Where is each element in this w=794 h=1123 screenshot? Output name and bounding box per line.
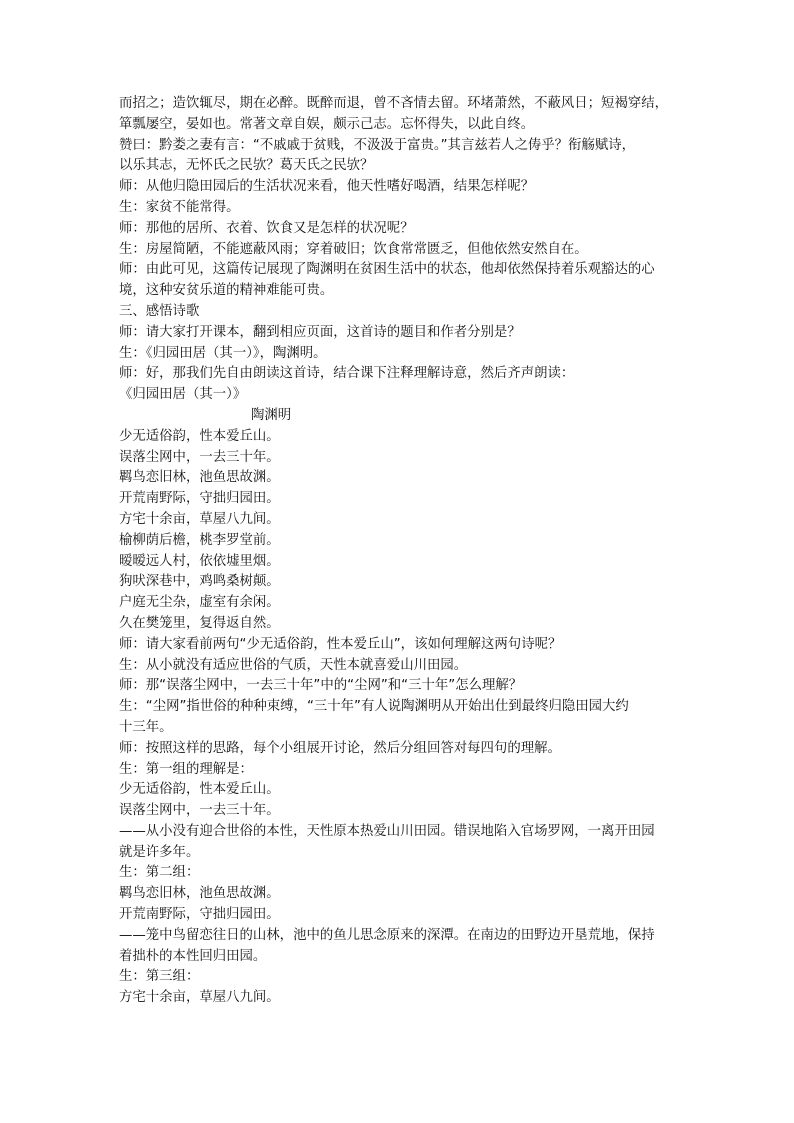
text-line: 以乐其志，无怀氏之民欤？葛天氏之民欤？ <box>119 158 374 174</box>
text-line: 着拙朴的本性回归田园。 <box>119 948 267 964</box>
text-line: 方宅十余亩，草屋八九间。 <box>119 990 280 1006</box>
text-line: 赞曰：黔娄之妻有言：“不戚戚于贫贱，不汲汲于富贵。”其言兹若人之俦乎？衔觞赋诗， <box>119 137 636 153</box>
text-line: 箪瓢屡空，晏如也。常著文章自娱，颇示己志。忘怀得失，以此自终。 <box>119 116 535 132</box>
text-line: 羁鸟恋旧林，池鱼思故渊。 <box>119 470 280 486</box>
text-line: 师：按照这样的思路，每个小组展开讨论，然后分组回答对每四句的理解。 <box>119 740 561 756</box>
text-line: 久在樊笼里，复得返自然。 <box>119 615 280 631</box>
poem-author: 陶渊明 <box>251 407 292 423</box>
text-line: 生：《归园田居（其一）》，陶渊明。 <box>119 345 327 361</box>
text-line: 误落尘网中，一去三十年。 <box>119 803 280 819</box>
text-line: 师：请大家打开课本，翻到相应页面，这首诗的题目和作者分别是？ <box>119 324 521 340</box>
text-line: 暧暧远人村，依依墟里烟。 <box>119 553 280 569</box>
text-line: 生：第二组： <box>119 865 200 881</box>
text-line: 少无适俗韵，性本爱丘山。 <box>119 782 280 798</box>
document-body <box>119 94 679 1009</box>
text-line: 而招之；造饮辄尽，期在必醉。既醉而退，曾不吝情去留。环堵萧然，不蔽风日；短褐穿结， <box>119 96 669 111</box>
text-line: 狗吠深巷中，鸡鸣桑树颠。 <box>119 574 280 590</box>
text-line: ——笼中鸟留恋往日的山林，池中的鱼儿思念原来的深潭。在南边的田野边开垦荒地，保持 <box>119 927 655 943</box>
text-line: ——从小没有迎合世俗的本性，天性原本热爱山川田园。错误地陷入官场罗网，一离开田园 <box>119 823 655 839</box>
text-line: 境，这种安贫乐道的精神难能可贵。 <box>119 283 334 299</box>
text-line: 师：好，那我们先自由朗读这首诗，结合课下注释理解诗意，然后齐声朗读： <box>119 366 575 382</box>
text-line: 生：第三组： <box>119 969 200 985</box>
text-line: 师：那他的居所、衣着、饮食又是怎样的状况呢？ <box>119 220 414 236</box>
text-line: 开荒南野际，守拙归园田。 <box>119 491 280 507</box>
text-line: 榆柳荫后檐，桃李罗堂前。 <box>119 532 280 548</box>
text-line: 生：房屋简陋，不能遮蔽风雨；穿着破旧；饮食常常匮乏，但他依然安然自在。 <box>119 241 588 257</box>
text-line: 羁鸟恋旧林，池鱼思故渊。 <box>119 886 280 902</box>
text-line: 师：请大家看前两句“少无适俗韵，性本爱丘山”，该如何理解这两句诗呢？ <box>119 636 562 652</box>
text-line: 三、感悟诗歌 <box>119 303 200 319</box>
text-line: 生：家贫不能常得。 <box>119 199 240 215</box>
text-line: 十三年。 <box>119 719 173 735</box>
text-line: 方宅十余亩，草屋八九间。 <box>119 511 280 527</box>
poem-title: 《归园田居（其一）》 <box>119 387 247 403</box>
text-line: 师：由此可见，这篇传记展现了陶渊明在贫困生活中的状态，他却依然保持着乐观豁达的心 <box>119 262 655 278</box>
text-line: 户庭无尘杂，虚室有余闲。 <box>119 595 280 611</box>
text-line: 就是许多年。 <box>119 844 200 860</box>
text-line: 误落尘网中，一去三十年。 <box>119 449 280 465</box>
text-line: 师：从他归隐田园后的生活状况来看，他天性嗜好喝酒，结果怎样呢？ <box>119 179 535 195</box>
text-line: 师：那“误落尘网中，一去三十年”中的“尘网”和“三十年”怎么理解？ <box>119 678 523 694</box>
text-line: 开荒南野际，守拙归园田。 <box>119 907 280 923</box>
text-line: 生：从小就没有适应世俗的气质，天性本就喜爱山川田园。 <box>119 657 468 673</box>
text-line: 生：第一组的理解是： <box>119 761 253 777</box>
text-line: 生：“尘网”指世俗的种种束缚，“三十年”有人说陶渊明从开始出仕到最终归隐田园大约 <box>119 699 629 715</box>
text-line: 少无适俗韵，性本爱丘山。 <box>119 428 280 444</box>
